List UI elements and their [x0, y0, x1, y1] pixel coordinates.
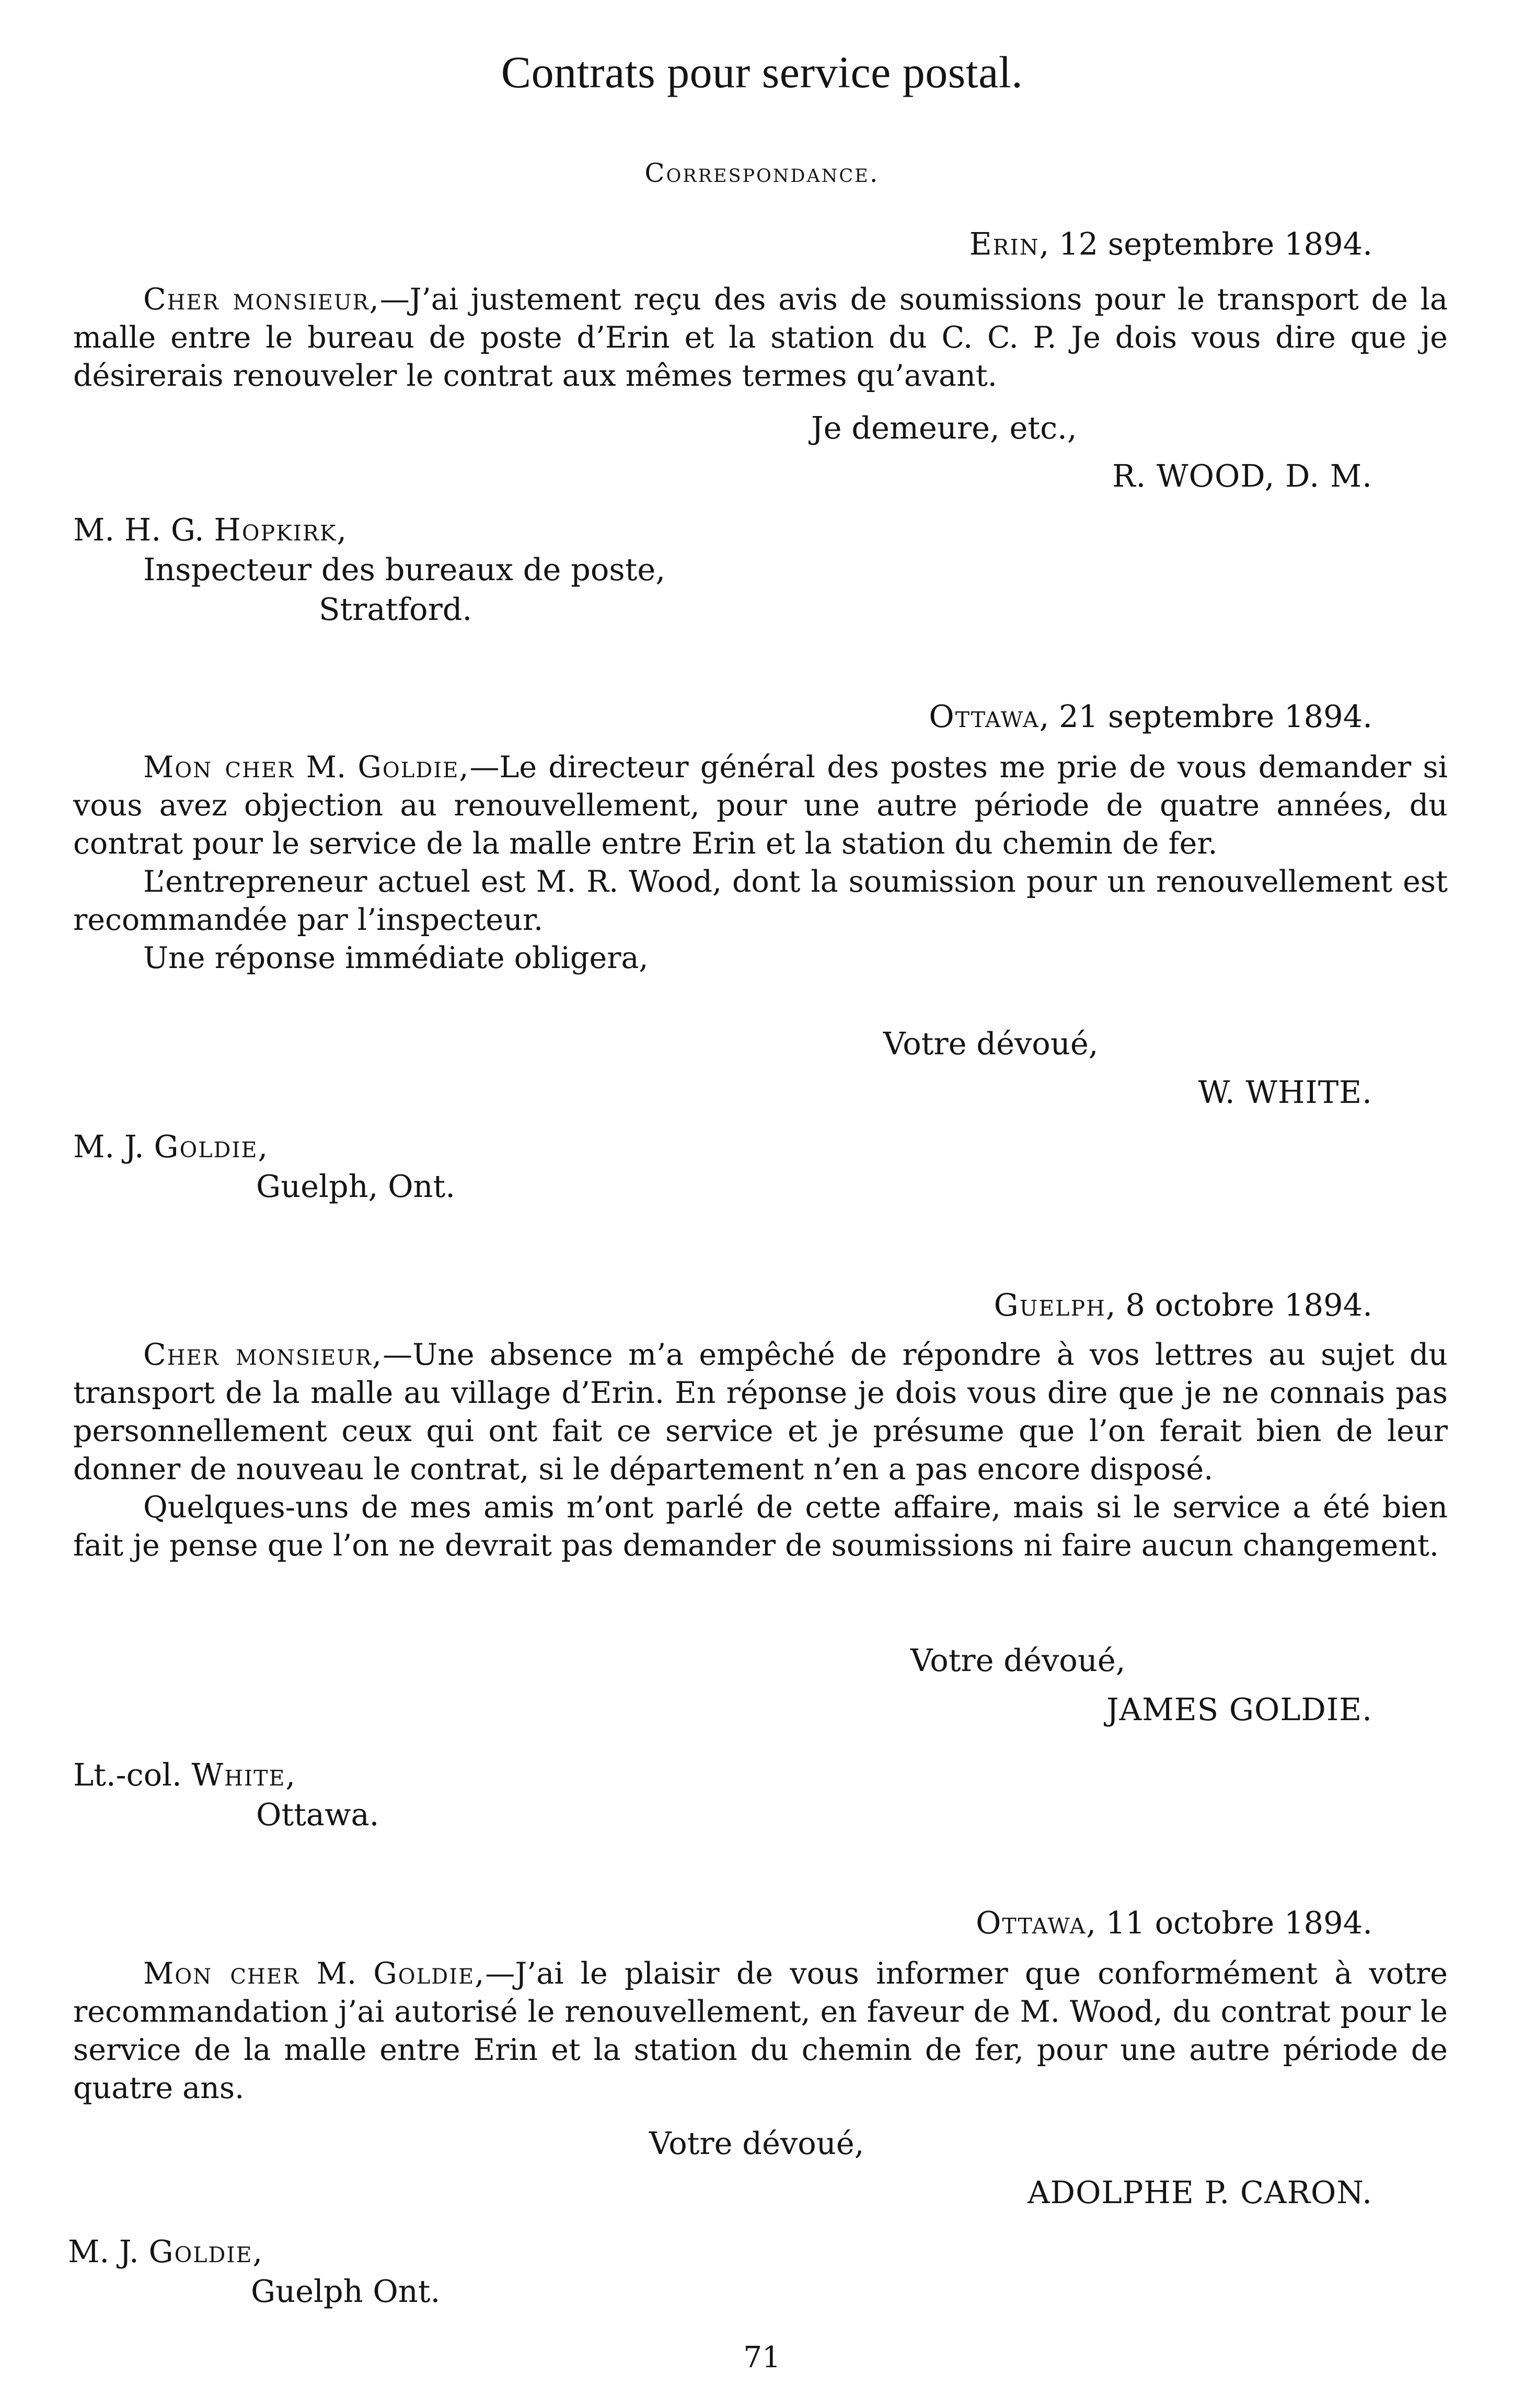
- letter-2-salutation-prefix: Mon cher: [143, 750, 295, 785]
- letter-3-place: Guelph: [994, 1287, 1106, 1323]
- letter-1-body: [73, 281, 1448, 395]
- letter-2-body: [73, 748, 1448, 977]
- letter-1-recipient-name: Hopkirk,: [214, 512, 348, 548]
- letter-4-recipient: [68, 2232, 440, 2311]
- letter-4-date: , 11 octobre 1894.: [1086, 1905, 1372, 1941]
- letter-1-salutation: Cher monsieur,: [143, 282, 380, 317]
- letter-1-recipient-prefix: M. H. G.: [73, 512, 214, 548]
- letter-3-body: [73, 1336, 1448, 1565]
- letter-4-place: Ottawa: [976, 1905, 1087, 1941]
- letter-1-date: , 12 septembre 1894.: [1039, 226, 1372, 262]
- letter-1-recipient: [73, 510, 665, 629]
- letter-2-recipient: [73, 1127, 455, 1206]
- letter-4-salutation-prefix: Mon cher: [143, 1956, 300, 1991]
- letter-4-paragraph-1: —J’ai le plaisir de vous informer que conformément à votre recommandation j’ai autorisé le renouvellement, en faveur de M. Wood, du contrat pour le service de la malle entre Erin et la station du chemin de fer, pour une autre période de quatre ans.: [73, 1956, 1448, 2105]
- letter-4-recipient-line2: Guelph Ont.: [251, 2273, 441, 2309]
- letter-2-recipient-name: Goldie,: [154, 1128, 269, 1165]
- letter-3-date: , 8 octobre 1894.: [1105, 1287, 1372, 1323]
- letter-3-recipient-prefix: Lt.-col.: [73, 1757, 192, 1793]
- letter-4-recipient-name: Goldie,: [148, 2233, 264, 2269]
- letter-1-recipient-line3: Stratford.: [319, 591, 472, 627]
- letter-2-salutation-name: Goldie,: [357, 750, 470, 785]
- letter-3-paragraph-2: Quelques-uns de mes amis m’ont parlé de cette affaire, mais si le service a été bien fait je pense que l’on ne devrait pas demander de soumissions ni faire aucun changement.: [73, 1490, 1448, 1563]
- page-title: Contrats pour service postal.: [501, 47, 1023, 97]
- letter-3-recipient: [73, 1755, 379, 1835]
- letter-1-signature: R. WOOD, D. M.: [1112, 458, 1372, 494]
- letter-2-signature: W. WHITE.: [1198, 1074, 1372, 1110]
- letter-2-paragraph-3: Une réponse immédiate obligera,: [143, 941, 649, 975]
- letter-4-closing: Votre dévoué,: [649, 2125, 864, 2161]
- letter-2-recipient-line2: Guelph, Ont.: [256, 1168, 456, 1204]
- letter-4-signature: ADOLPHE P. CARON.: [1027, 2174, 1372, 2210]
- letter-1-recipient-line2: Inspecteur des bureaux de poste,: [143, 551, 666, 587]
- letter-3-paragraph-1: —Une absence m’a empêché de répondre à vos lettres au sujet du transport de la malle au village d’Erin. En réponse je dois vous dire que je ne connais pas personnellement ceux qui ont fait ce service et je présume que l’on ferait bien de leur donner de nouveau le contrat, si le département n’en a pas encore disposé.: [73, 1338, 1448, 1487]
- letter-2-paragraph-1: —Le directeur général des postes me prie de vous demander si vous avez objection au renouvellement, pour une autre période de quatre années, du contrat pour le service de la malle entre Erin et la station du chemin de fer.: [73, 750, 1448, 861]
- letter-4-recipient-prefix: M. J.: [68, 2233, 149, 2269]
- letter-2-place: Ottawa: [929, 698, 1040, 734]
- letter-3-salutation: Cher monsieur,: [143, 1338, 383, 1372]
- letter-1-place: Erin: [969, 226, 1040, 262]
- letter-3-recipient-name: White,: [191, 1757, 297, 1793]
- letter-4-salutation-mid: M.: [299, 1956, 374, 1991]
- letter-3-dateline: [994, 1287, 1372, 1323]
- letter-4-dateline: [976, 1905, 1372, 1941]
- letter-2-paragraph-2: L’entrepreneur actuel est M. R. Wood, dont la soumission pour un renouvellement est recommandée par l’inspecteur.: [73, 865, 1448, 937]
- letter-3-signature: JAMES GOLDIE.: [1106, 1691, 1372, 1727]
- letter-2-recipient-prefix: M. J.: [73, 1128, 154, 1165]
- letter-4-salutation-name: Goldie,: [373, 1956, 486, 1991]
- letter-4-body: [73, 1955, 1448, 2107]
- letter-2-closing: Votre dévoué,: [883, 1026, 1099, 1062]
- letter-1-dateline: [969, 226, 1372, 262]
- page-number: 71: [743, 2341, 781, 2375]
- letter-2-salutation-mid: M.: [294, 750, 358, 785]
- section-heading: Correspondance.: [644, 158, 880, 188]
- letter-3-closing: Votre dévoué,: [910, 1642, 1126, 1678]
- letter-2-dateline: [929, 698, 1372, 734]
- letter-2-date: , 21 septembre 1894.: [1039, 698, 1372, 734]
- letter-1-closing: Je demeure, etc.,: [811, 410, 1077, 446]
- letter-3-recipient-line2: Ottawa.: [256, 1796, 379, 1833]
- letter-1-paragraph-1: —J’ai justement reçu des avis de soumissions pour le transport de la malle entre le bureau de poste d’Erin et la station du C. C. P. Je dois vous dire que je désirerais renouveler le contrat aux mêmes termes qu’avant.: [73, 282, 1448, 393]
